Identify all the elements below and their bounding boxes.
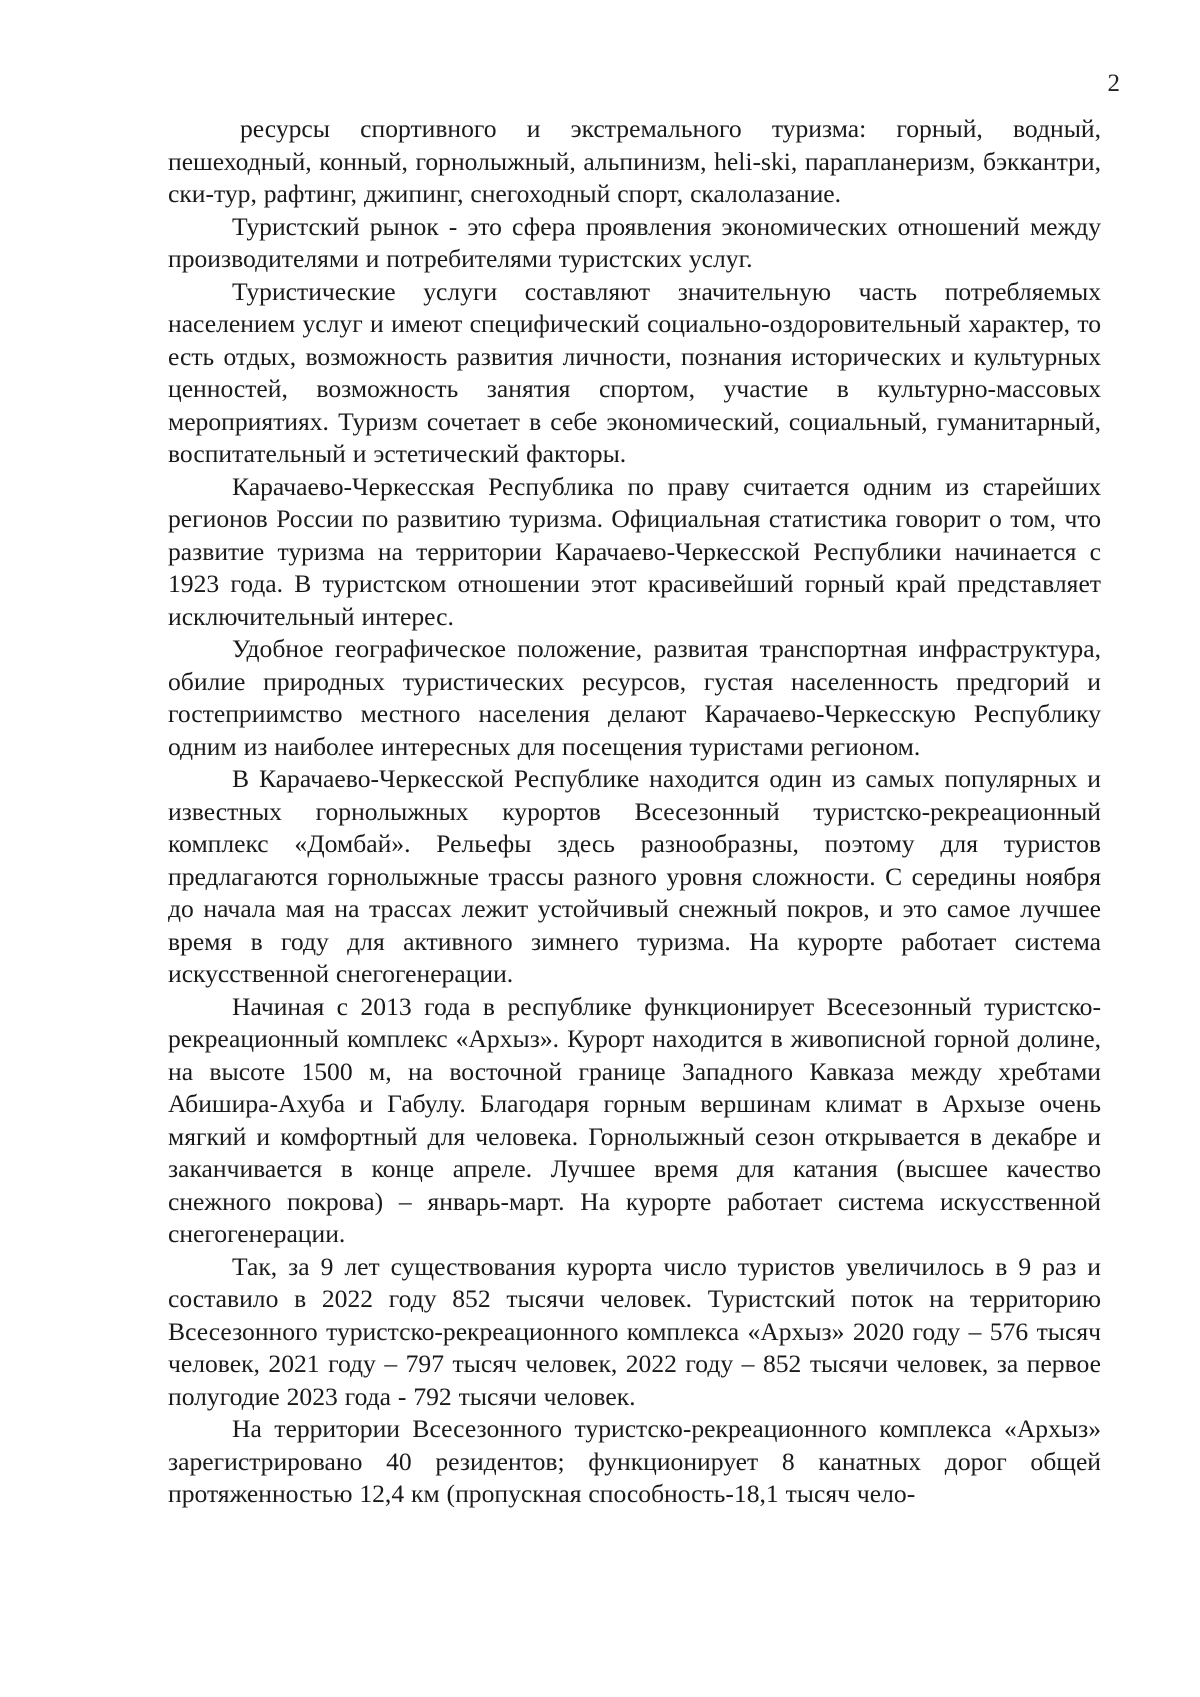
- paragraph-residents: На территории Всесезонного туристско-рекреационного комплекса «Архыз» зарегистрировано 40 резидентов; функционирует 8 канатных дорог общей протяженностью 12,4 км (пропускная способность-18,1 тысяч чело-: [168, 1414, 1101, 1508]
- paragraph-dombai: В Карачаево-Черкесской Республике находится один из самых популярных и известных горнолыжных курортов Всесезонный туристско-рекреационный комплекс «Домбай». Рельефы здесь разнообразны, поэтому для туристов предлагаются горнолыжные трассы разного уровня сложности. С середины ноября до начала мая на трассах лежит устойчивый снежный покров, и это самое лучшее время в году для активного зимнего туризма. На курорте работает система искусственной снегогенерации.: [168, 764, 1101, 988]
- paragraph-tourist-services: Туристические услуги составляют значительную часть потребляемых населением услуг и имеют специфический социально-оздоровительный характер, то есть отдых, возможность развития личности, познания исторических и культурных ценностей, возможность занятия спортом, участие в культурно-массовых мероприятиях. Туризм сочетает в себе экономический, социальный, гуманитарный, воспитательный и эстетический факторы.: [168, 276, 1101, 468]
- paragraph-sports-tourism: ресурсы спортивного и экстремального туризма: горный, водный, пешеходный, конный, горнолыжный, альпинизм, heli-ski, парапланеризм, бэккантри, ски-тур, рафтинг, джипинг, снегоходный спорт, скалолазание.: [168, 114, 1101, 208]
- paragraph-tourist-market: Туристский рынок - это сфера проявления экономических отношений между производителями и потребителями туристских услуг.: [168, 211, 1101, 273]
- page-number: 2: [1107, 70, 1120, 97]
- paragraph-kchr-history: Карачаево-Черкесская Республика по праву считается одним из старейших регионов России по развитию туризма. Официальная статистика говорит о том, что развитие туризма на территории Карачаево-Черкесской Республики начинается с 1923 года. В туристском отношении этот красивейший горный край представляет исключительный интерес.: [168, 471, 1101, 631]
- body-text: [168, 113, 1101, 1511]
- paragraph-geography: Удобное географическое положение, развитая транспортная инфраструктура, обилие природных туристических ресурсов, густая населенность предгорий и гостеприимство местного населения делают Карачаево-Черкесскую Республику одним из наиболее интересных для посещения туристами регионом.: [168, 634, 1101, 761]
- paragraph-arkhyz: Начиная с 2013 года в республике функционирует Всесезонный туристско-рекреационный комплекс «Архыз». Курорт находится в живописной горной долине, на высоте 1500 м, на восточной границе Западного Кавказа между хребтами Абишира-Ахуба и Габулу. Благодаря горным вершинам климат в Архызе очень мягкий и комфортный для человека. Горнолыжный сезон открывается в декабре и заканчивается в конце апреле. Лучшее время для катания (высшее качество снежного покрова) – январь-март. На курорте работает система искусственной снегогенерации.: [168, 991, 1101, 1248]
- paragraph-tourist-flow: Так, за 9 лет существования курорта число туристов увеличилось в 9 раз и составило в 2022 году 852 тысячи человек. Туристский поток на территорию Всесезонного туристско-рекреационного комплекса «Архыз» 2020 году – 576 тысяч человек, 2021 году – 797 тысяч человек, 2022 году – 852 тысячи человек, за первое полугодие 2023 года - 792 тысячи человек.: [168, 1251, 1101, 1411]
